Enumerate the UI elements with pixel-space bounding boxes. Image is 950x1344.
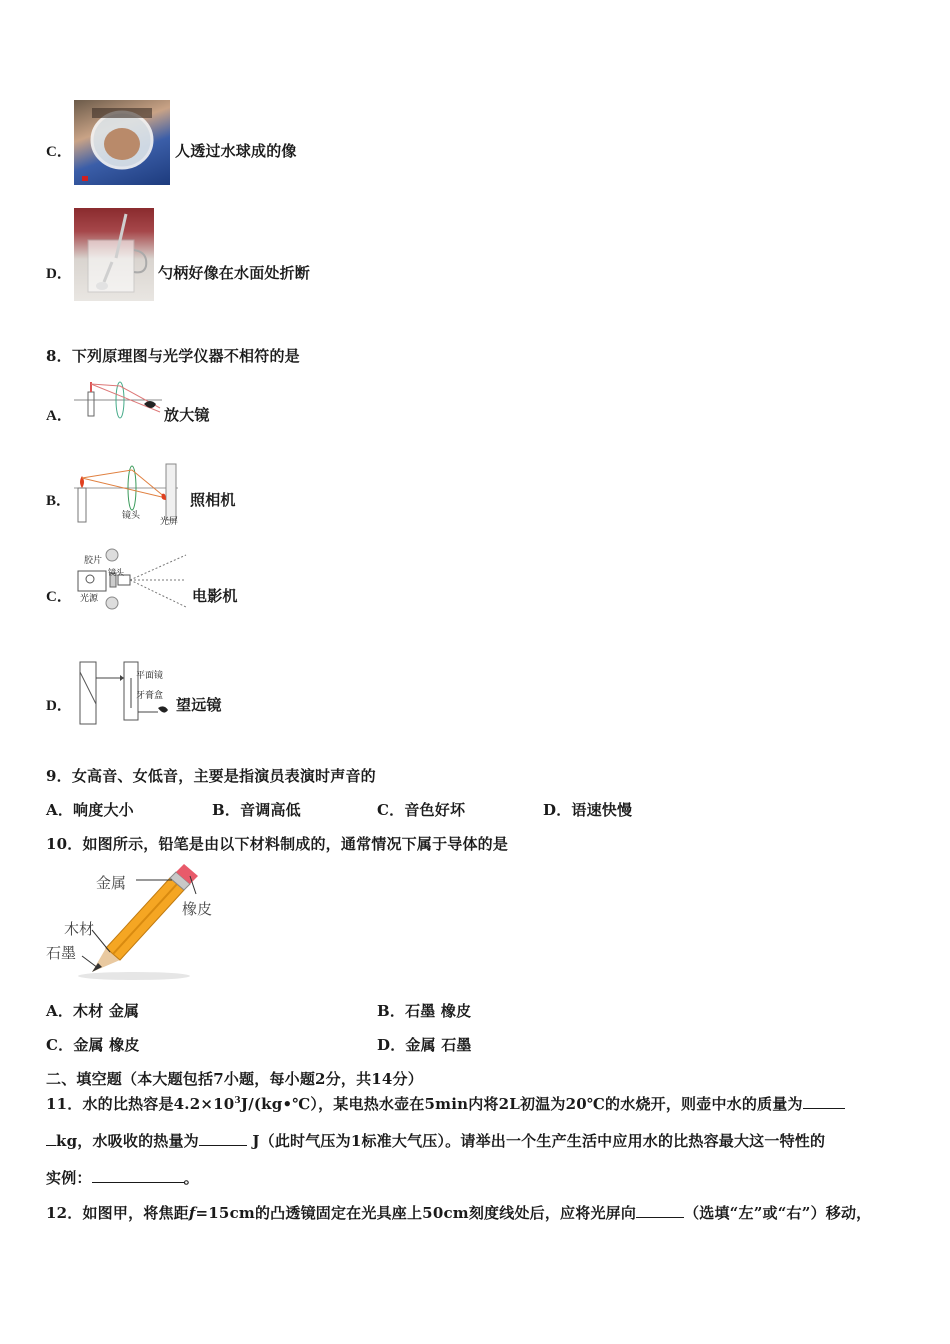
magnifier-ray-diagram: [74, 378, 162, 422]
q10-option-d: D．金属 石墨: [377, 1036, 472, 1054]
q8-option-b-label: B．: [46, 493, 72, 509]
q11-line-1-b: J/(kg•℃），某电热水壶在5min内将2L初温为20℃的水烧开，则壶中水的质量为: [240, 1095, 803, 1113]
pencil-wood-label: 木材: [64, 920, 95, 938]
q9-option-a: A．响度大小: [46, 801, 134, 819]
pencil-metal-label: 金属: [96, 874, 127, 892]
q7-option-d-text: 勺柄好像在水面处折断: [158, 264, 311, 282]
q12-line-1-c: （选填“左”或“右”）移动，: [684, 1204, 872, 1222]
pencil-graphite-label: 石墨: [46, 944, 77, 962]
water-ball-illustration: [74, 100, 170, 185]
q10-option-b: B．石墨 橡皮: [377, 1002, 472, 1020]
q8-option-d-text: 望远镜: [176, 696, 222, 714]
q11-blank-mass[interactable]: [803, 1094, 845, 1109]
q10-option-c: C．金属 橡皮: [46, 1036, 140, 1054]
periscope-box-label: 牙膏盒: [136, 691, 164, 701]
q9-option-b: B．音调高低: [212, 801, 301, 819]
projector-film-label: 胶片: [84, 556, 103, 566]
q12-line-1-a: 12．如图甲，将焦距: [46, 1204, 189, 1222]
q8-stem: 8．下列原理图与光学仪器不相符的是: [46, 347, 300, 365]
q11-line-3-b: 。: [183, 1169, 199, 1187]
q11-line-2-b: J（此时气压为1标准大气压）。请举出一个生产生活中应用水的比热容最大这一特性的: [252, 1132, 826, 1150]
projector-source-label: 光源: [80, 594, 99, 604]
water-ball-photo: [74, 100, 170, 185]
pencil-rubber-label: 橡皮: [182, 900, 213, 918]
q9-option-c: C．音色好坏: [377, 801, 466, 819]
section-heading: 二、填空题（本大题包括7小题，每小题2分，共14分）: [46, 1070, 423, 1088]
periscope-mirror-label: 平面镜: [136, 671, 164, 681]
q11-blank-example[interactable]: [92, 1168, 184, 1183]
q12-blank-direction[interactable]: [636, 1203, 684, 1218]
q11-line-2-a: kg，水吸收的热量为: [56, 1132, 199, 1150]
q8-option-a-text: 放大镜: [164, 406, 210, 424]
q12-focal-symbol: f: [188, 1204, 196, 1222]
q8-option-c-text: 电影机: [192, 587, 238, 605]
camera-lens-label: 镜头: [122, 511, 141, 521]
camera-diagram: [74, 458, 186, 526]
spoon-glass-photo: [74, 208, 154, 301]
q7-option-c-text: 人透过水球成的像: [175, 142, 297, 160]
q11-line-2: [46, 1130, 825, 1151]
q9-stem: 9．女高音、女低音，主要是指演员表演时声音的: [46, 767, 376, 785]
q9-option-d: D．语速快慢: [543, 801, 633, 819]
q12-line-1-b: =15cm的凸透镜固定在光具座上50cm刻度线处后，应将光屏向: [195, 1204, 637, 1222]
magnifier-diagram: [74, 378, 162, 422]
camera-screen-label: 光屏: [160, 517, 179, 527]
q7-option-c-label: C．: [46, 144, 72, 160]
q11-blank-mass-cont[interactable]: [46, 1131, 56, 1146]
q10-stem: 10．如图所示，铅笔是由以下材料制成的，通常情况下属于导体的是: [46, 835, 509, 853]
q10-option-a: A．木材 金属: [46, 1002, 140, 1020]
q11-line-1-a: 11．水的比热容是4.2×10: [46, 1095, 235, 1113]
q8-option-c-label: C．: [46, 589, 72, 605]
q11-line-3-a: 实例：: [46, 1169, 92, 1187]
projector-lens-label: 镜头: [108, 568, 124, 577]
q11-line-3: [46, 1167, 199, 1188]
q8-option-d-label: D．: [46, 698, 72, 714]
spoon-in-water-illustration: [74, 208, 154, 301]
q7-option-d-label: D．: [46, 266, 72, 282]
q11-exponent: 3: [234, 1096, 241, 1106]
q11-line-1: [46, 1093, 845, 1114]
q11-blank-heat[interactable]: [199, 1131, 247, 1146]
projector-diagram: [74, 545, 188, 613]
periscope-diagram: [74, 658, 174, 728]
q12-line-1: [46, 1202, 871, 1223]
pencil-figure: [44, 860, 224, 985]
q8-option-a-label: A．: [46, 408, 72, 424]
q8-option-b-text: 照相机: [190, 491, 236, 509]
